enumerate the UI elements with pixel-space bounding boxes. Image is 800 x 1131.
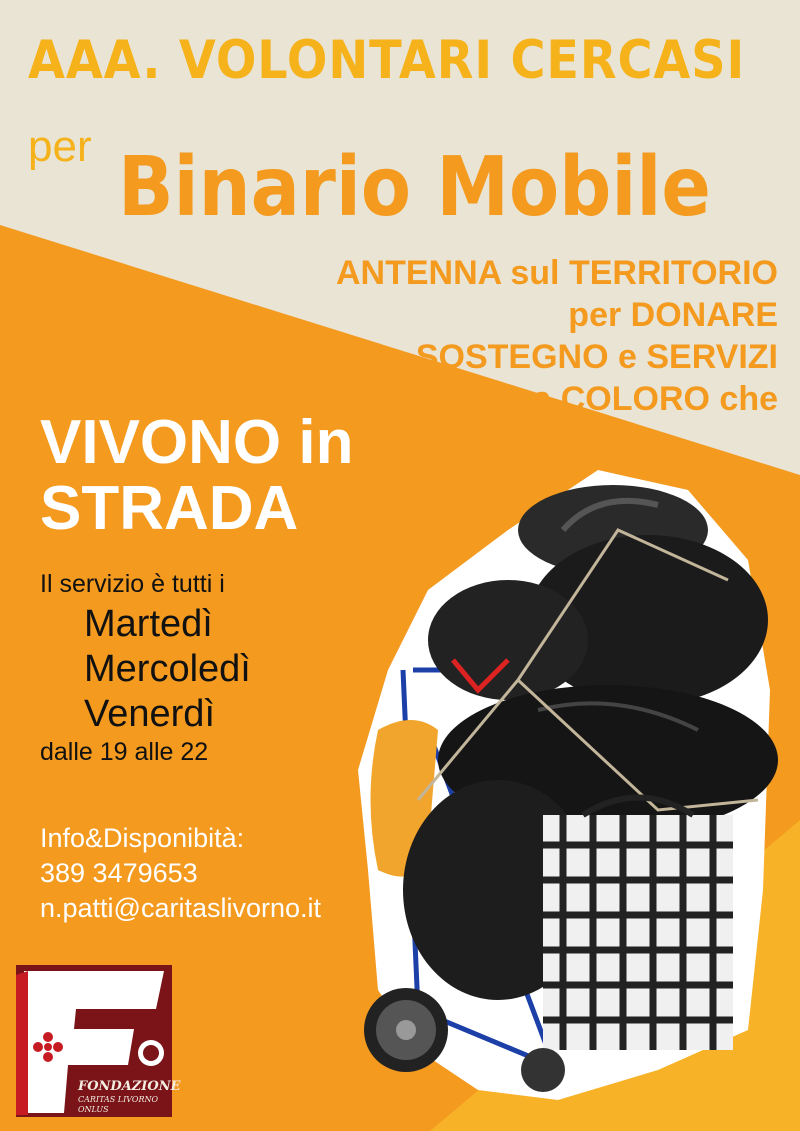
schedule-intro: Il servizio è tutti i <box>40 570 225 598</box>
headline-line-2: STRADA <box>40 474 299 543</box>
tagline-line-1: ANTENNA sul TERRITORIO <box>335 254 778 292</box>
headline <box>40 410 353 542</box>
headline-line-1: VIVONO in <box>40 408 354 477</box>
title-binario-mobile: Binario Mobile <box>118 140 711 235</box>
schedule-day-1: Martedì <box>84 603 213 645</box>
contact-phone[interactable]: 389 3479653 <box>40 858 198 888</box>
schedule-day-3: Venerdì <box>84 693 215 735</box>
title-per: per <box>28 122 92 171</box>
tagline-line-2: per DONARE <box>568 296 778 334</box>
logo-text-line-2: CARITAS LIVORNO <box>78 1095 159 1104</box>
schedule-day-2: Mercoledì <box>84 648 251 690</box>
tagline-line-4: a COLORO che <box>532 380 778 418</box>
logo-text-line-1: FONDAZIONE <box>78 1079 181 1094</box>
contact-label: Info&Disponibità: <box>40 823 245 853</box>
schedule-hours: dalle 19 alle 22 <box>40 738 209 766</box>
tagline-line-3: SOSTEGNO e SERVIZI <box>415 338 778 376</box>
contact-email[interactable]: n.patti@caritaslivorno.it <box>40 893 322 923</box>
title-line-1: AAA. VOLONTARI CERCASI <box>28 30 746 91</box>
shopping-cart-with-bags-image <box>358 470 778 1110</box>
fondazione-caritas-logo <box>16 965 181 1117</box>
logo-text-line-3: ONLUS <box>78 1105 109 1114</box>
